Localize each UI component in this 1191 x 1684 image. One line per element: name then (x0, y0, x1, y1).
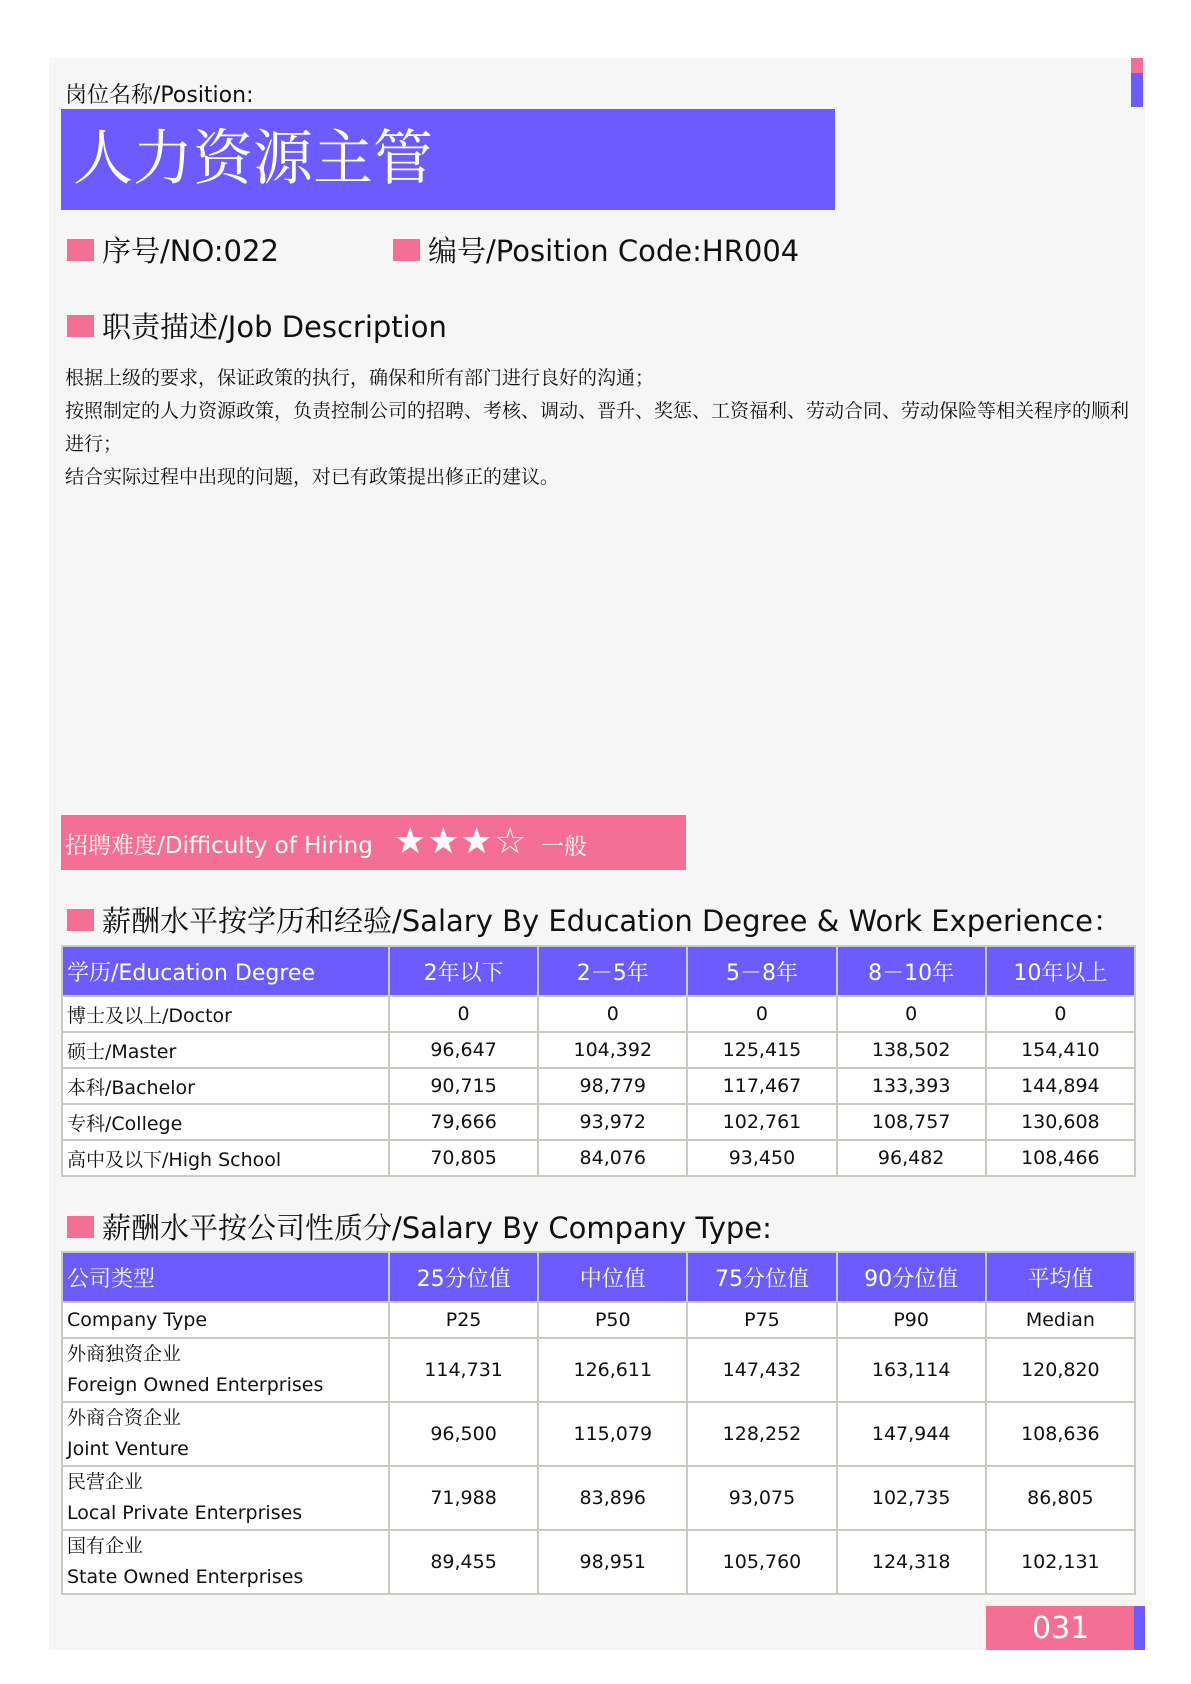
subheader-cell: P50 (538, 1302, 687, 1338)
bullet-square-icon (67, 909, 94, 931)
table-cell: 96,482 (837, 1140, 986, 1176)
table-cell: 138,502 (837, 1032, 986, 1068)
table-cell: 108,757 (837, 1104, 986, 1140)
table-cell: 70,805 (389, 1140, 538, 1176)
table-row (62, 1466, 1135, 1530)
salary-company-heading-text: 薪酬水平按公司性质分/Salary By Company Type: (102, 1211, 772, 1245)
table-cell: 102,735 (837, 1466, 986, 1530)
table-cell: 98,779 (538, 1068, 687, 1104)
table-cell: 0 (687, 996, 836, 1032)
row-label-en: State Owned Enterprises (67, 1566, 304, 1588)
position-label: 岗位名称/Position: (65, 83, 254, 108)
row-label-cn: 民营企业 (67, 1471, 144, 1493)
hiring-difficulty-level: 一般 (541, 834, 587, 860)
table-cell: 98,951 (538, 1530, 687, 1594)
table-cell: 108,636 (986, 1402, 1135, 1466)
page-number-accent (1134, 1606, 1145, 1650)
table-cell: 89,455 (389, 1530, 538, 1594)
table-row (62, 1068, 1135, 1104)
table-header-row (62, 1252, 1135, 1302)
row-label: 本科/Bachelor (62, 1068, 389, 1104)
position-code-text: 编号/Position Code:HR004 (428, 234, 800, 268)
salary-company-table (61, 1251, 1136, 1595)
table-cell: 102,761 (687, 1104, 836, 1140)
table-cell: 0 (837, 996, 986, 1032)
table-cell: 0 (538, 996, 687, 1032)
bullet-square-icon (393, 239, 420, 261)
table-cell: 128,252 (687, 1402, 836, 1466)
row-label: 专科/College (62, 1104, 389, 1140)
row-label: 博士及以上/Doctor (62, 996, 389, 1032)
serial-number (67, 229, 279, 270)
column-header: 平均值 (986, 1252, 1135, 1302)
table-cell: 108,466 (986, 1140, 1135, 1176)
table-cell: 120,820 (986, 1338, 1135, 1402)
subheader-cell: Median (986, 1302, 1135, 1338)
column-header: 2年以下 (389, 946, 538, 996)
table-cell: 154,410 (986, 1032, 1135, 1068)
table-row (62, 1140, 1135, 1176)
table-cell: 163,114 (837, 1338, 986, 1402)
row-label-en: Joint Venture (67, 1438, 189, 1460)
table-cell: 0 (389, 996, 538, 1032)
table-cell: 96,500 (389, 1402, 538, 1466)
row-label (62, 1530, 389, 1594)
column-header: 25分位值 (389, 1252, 538, 1302)
column-header: 中位值 (538, 1252, 687, 1302)
row-label (62, 1466, 389, 1530)
job-description-line: 按照制定的人力资源政策，负责控制公司的招聘、考核、调动、晋升、奖惩、工资福利、劳动合同、劳动保险等相关程序的顺利进行； (65, 400, 1130, 455)
salary-education-heading (67, 899, 1122, 940)
table-row (62, 1338, 1135, 1402)
job-description-line: 结合实际过程中出现的问题，对已有政策提出修正的建议。 (65, 466, 560, 488)
table-cell: 83,896 (538, 1466, 687, 1530)
serial-number-text: 序号/NO:022 (102, 234, 279, 268)
table-cell: 126,611 (538, 1338, 687, 1402)
bullet-square-icon (67, 239, 94, 261)
row-label-cn: 外商合资企业 (67, 1407, 182, 1429)
subheader-cell: P25 (389, 1302, 538, 1338)
bullet-square-icon (67, 1216, 94, 1238)
star-rating-icon: ★★★☆ (394, 821, 528, 862)
salary-company-heading (67, 1206, 772, 1247)
job-description-body (65, 362, 1135, 494)
row-label (62, 1338, 389, 1402)
position-title: 人力资源主管 (73, 124, 433, 194)
title-banner (61, 109, 835, 210)
position-code (393, 229, 799, 270)
table-cell: 117,467 (687, 1068, 836, 1104)
corner-accent (1131, 58, 1143, 107)
column-header: 75分位值 (687, 1252, 836, 1302)
hiring-difficulty-banner (61, 815, 686, 870)
table-row (62, 1530, 1135, 1594)
table-cell: 124,318 (837, 1530, 986, 1594)
subheader-cell: P75 (687, 1302, 836, 1338)
table-cell: 102,131 (986, 1530, 1135, 1594)
row-label-en: Local Private Enterprises (67, 1502, 303, 1524)
table-cell: 86,805 (986, 1466, 1135, 1530)
table-cell: 125,415 (687, 1032, 836, 1068)
page-number: 031 (1032, 1611, 1090, 1646)
hiring-difficulty-label: 招聘难度/Difficulty of Hiring (65, 833, 373, 859)
column-header: 公司类型 (62, 1252, 389, 1302)
column-header: 学历/Education Degree (62, 946, 389, 996)
table-row (62, 1032, 1135, 1068)
subheader-cell: P90 (837, 1302, 986, 1338)
table-cell: 115,079 (538, 1402, 687, 1466)
row-label: 高中及以下/High School (62, 1140, 389, 1176)
table-cell: 147,432 (687, 1338, 836, 1402)
column-header: 8－10年 (837, 946, 986, 996)
row-label: 硕士/Master (62, 1032, 389, 1068)
table-cell: 114,731 (389, 1338, 538, 1402)
job-description-heading (67, 305, 447, 346)
table-header-row (62, 946, 1135, 996)
column-header: 5－8年 (687, 946, 836, 996)
job-description-line: 根据上级的要求，保证政策的执行，确保和所有部门进行良好的沟通； (65, 367, 655, 389)
table-cell: 96,647 (389, 1032, 538, 1068)
row-label-cn: 国有企业 (67, 1535, 144, 1557)
table-cell: 84,076 (538, 1140, 687, 1176)
job-description-heading-text: 职责描述/Job Description (102, 310, 447, 344)
table-row (62, 1104, 1135, 1140)
row-label-en: Foreign Owned Enterprises (67, 1374, 324, 1396)
table-cell: 104,392 (538, 1032, 687, 1068)
table-cell: 105,760 (687, 1530, 836, 1594)
page-number-badge (986, 1606, 1134, 1650)
table-cell: 133,393 (837, 1068, 986, 1104)
table-cell: 93,972 (538, 1104, 687, 1140)
column-header: 2－5年 (538, 946, 687, 996)
bullet-square-icon (67, 315, 94, 337)
table-row (62, 996, 1135, 1032)
column-header: 90分位值 (837, 1252, 986, 1302)
table-cell: 130,608 (986, 1104, 1135, 1140)
table-cell: 79,666 (389, 1104, 538, 1140)
subheader-cell: Company Type (62, 1302, 389, 1338)
table-row (62, 1402, 1135, 1466)
table-cell: 90,715 (389, 1068, 538, 1104)
table-cell: 71,988 (389, 1466, 538, 1530)
table-subheader-row (62, 1302, 1135, 1338)
table-cell: 147,944 (837, 1402, 986, 1466)
column-header: 10年以上 (986, 946, 1135, 996)
table-cell: 0 (986, 996, 1135, 1032)
table-cell: 93,450 (687, 1140, 836, 1176)
salary-education-heading-text: 薪酬水平按学历和经验/Salary By Education Degree & Work Experience： (102, 904, 1122, 938)
table-cell: 144,894 (986, 1068, 1135, 1104)
salary-education-table (61, 945, 1136, 1177)
row-label (62, 1402, 389, 1466)
row-label-cn: 外商独资企业 (67, 1343, 182, 1365)
table-cell: 93,075 (687, 1466, 836, 1530)
